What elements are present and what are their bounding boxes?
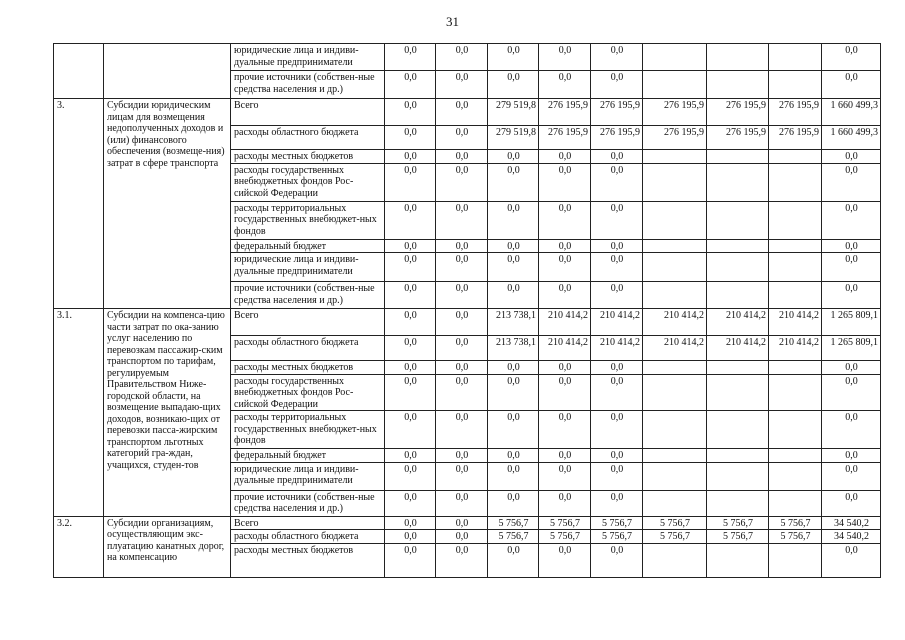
value-cell: [769, 163, 822, 201]
value-cell: 0,0: [822, 449, 881, 463]
value-cell: 0,0: [385, 201, 436, 239]
table-body: [54, 44, 881, 578]
value-cell: 0,0: [436, 150, 488, 164]
value-cell: 0,0: [488, 44, 539, 71]
value-cell: 210 414,2: [539, 336, 591, 361]
value-cell: 0,0: [385, 530, 436, 544]
value-cell: [643, 201, 707, 239]
value-cell: 0,0: [822, 361, 881, 375]
value-cell: [769, 253, 822, 282]
value-cell: 0,0: [488, 361, 539, 375]
value-cell: 0,0: [385, 361, 436, 375]
value-cell: 0,0: [436, 361, 488, 375]
value-cell: 0,0: [385, 449, 436, 463]
funding-source: расходы областного бюджета: [231, 530, 385, 544]
value-cell: 0,0: [385, 150, 436, 164]
item-number: [54, 44, 104, 99]
value-cell: 0,0: [539, 449, 591, 463]
value-cell: 0,0: [436, 462, 488, 490]
value-cell: 0,0: [539, 71, 591, 99]
value-cell: 0,0: [539, 163, 591, 201]
value-cell: 0,0: [539, 411, 591, 449]
value-cell: 5 756,7: [488, 516, 539, 530]
value-cell: 0,0: [436, 449, 488, 463]
value-cell: [769, 201, 822, 239]
value-cell: [769, 374, 822, 411]
value-cell: 0,0: [436, 239, 488, 253]
value-cell: 210 414,2: [707, 336, 769, 361]
funding-source: расходы территориальных государственных внебюджет-ных фондов: [231, 411, 385, 449]
item-number: 3.1.: [54, 309, 104, 517]
value-cell: 0,0: [539, 374, 591, 411]
value-cell: 210 414,2: [707, 309, 769, 336]
value-cell: [643, 490, 707, 516]
funding-source: федеральный бюджет: [231, 449, 385, 463]
value-cell: 0,0: [385, 282, 436, 309]
value-cell: 0,0: [488, 490, 539, 516]
value-cell: 0,0: [488, 282, 539, 309]
page-number: 31: [446, 14, 459, 29]
funding-source: расходы территориальных государственных внебюджет-ных фондов: [231, 201, 385, 239]
value-cell: 0,0: [436, 71, 488, 99]
value-cell: 276 195,9: [539, 99, 591, 126]
item-name: Субсидии на компенса-цию части затрат по ока-занию услуг населению по перевозкам пассажир-ским транспортом по тарифам, регулируемым Правительством Ниже-городской области, на возмещение выпадаю-щих доходов, возникаю-щих от перевозки пасса-жирским транспортом льготных категорий гра-ждан, учащихся, студен-тов: [104, 309, 231, 517]
value-cell: 0,0: [488, 462, 539, 490]
funding-source: прочие источники (собствен-ные средства населения и др.): [231, 490, 385, 516]
value-cell: 276 195,9: [591, 99, 643, 126]
value-cell: [707, 449, 769, 463]
funding-source: Всего: [231, 99, 385, 126]
value-cell: 5 756,7: [769, 530, 822, 544]
value-cell: [707, 71, 769, 99]
value-cell: 0,0: [539, 282, 591, 309]
value-cell: [643, 282, 707, 309]
value-cell: 0,0: [436, 374, 488, 411]
value-cell: 0,0: [488, 449, 539, 463]
value-cell: 0,0: [539, 201, 591, 239]
value-cell: [769, 282, 822, 309]
value-cell: 0,0: [488, 374, 539, 411]
value-cell: 210 414,2: [769, 309, 822, 336]
value-cell: 0,0: [385, 543, 436, 577]
value-cell: 0,0: [591, 150, 643, 164]
value-cell: 34 540,2: [822, 530, 881, 544]
funding-source: расходы государственных внебюджетных фондов Рос-сийской Федерации: [231, 163, 385, 201]
value-cell: 0,0: [539, 361, 591, 375]
value-cell: 0,0: [591, 462, 643, 490]
value-cell: 279 519,8: [488, 99, 539, 126]
value-cell: 0,0: [591, 201, 643, 239]
value-cell: 0,0: [385, 336, 436, 361]
value-cell: 0,0: [591, 239, 643, 253]
value-cell: 0,0: [539, 462, 591, 490]
table-row: [54, 309, 881, 336]
value-cell: 210 414,2: [591, 336, 643, 361]
value-cell: 0,0: [385, 44, 436, 71]
funding-source: юридические лица и индиви-дуальные предприниматели: [231, 44, 385, 71]
value-cell: [707, 282, 769, 309]
value-cell: 0,0: [436, 44, 488, 71]
value-cell: 0,0: [591, 490, 643, 516]
value-cell: 5 756,7: [539, 530, 591, 544]
value-cell: 0,0: [436, 99, 488, 126]
value-cell: 0,0: [822, 543, 881, 577]
value-cell: 0,0: [436, 163, 488, 201]
item-name: Субсидии организациям, осуществляющим экс-плуатацию канатных дорог, на компенсацию: [104, 516, 231, 577]
value-cell: 210 414,2: [769, 336, 822, 361]
value-cell: 0,0: [591, 44, 643, 71]
value-cell: 0,0: [539, 543, 591, 577]
value-cell: 279 519,8: [488, 126, 539, 150]
value-cell: 0,0: [385, 126, 436, 150]
value-cell: 0,0: [591, 253, 643, 282]
value-cell: 0,0: [822, 490, 881, 516]
funding-source: расходы местных бюджетов: [231, 361, 385, 375]
value-cell: 0,0: [539, 44, 591, 71]
value-cell: 0,0: [539, 490, 591, 516]
value-cell: 213 738,1: [488, 309, 539, 336]
funding-source: расходы местных бюджетов: [231, 150, 385, 164]
value-cell: [769, 543, 822, 577]
funding-source: расходы местных бюджетов: [231, 543, 385, 577]
value-cell: 0,0: [385, 516, 436, 530]
value-cell: [769, 239, 822, 253]
value-cell: 0,0: [385, 239, 436, 253]
value-cell: [643, 411, 707, 449]
value-cell: [643, 543, 707, 577]
budget-table: [53, 43, 881, 578]
funding-source: расходы областного бюджета: [231, 336, 385, 361]
value-cell: 0,0: [385, 490, 436, 516]
value-cell: 210 414,2: [539, 309, 591, 336]
value-cell: [769, 44, 822, 71]
funding-source: Всего: [231, 516, 385, 530]
funding-source: прочие источники (собствен-ные средства населения и др.): [231, 282, 385, 309]
item-name: Субсидии юридическим лицам для возмещения недополученных доходов и (или) финансового обеспечения (возмеще-ния) затрат в сфере транспорта: [104, 99, 231, 309]
value-cell: 0,0: [385, 71, 436, 99]
value-cell: 0,0: [591, 411, 643, 449]
value-cell: 5 756,7: [769, 516, 822, 530]
value-cell: 5 756,7: [488, 530, 539, 544]
value-cell: 0,0: [822, 44, 881, 71]
value-cell: 0,0: [591, 449, 643, 463]
value-cell: 0,0: [436, 530, 488, 544]
value-cell: 0,0: [539, 239, 591, 253]
funding-source: Всего: [231, 309, 385, 336]
value-cell: 0,0: [385, 163, 436, 201]
value-cell: 276 195,9: [539, 126, 591, 150]
item-number: 3.: [54, 99, 104, 309]
value-cell: 213 738,1: [488, 336, 539, 361]
funding-source: прочие источники (собствен-ные средства населения и др.): [231, 71, 385, 99]
value-cell: 0,0: [488, 163, 539, 201]
value-cell: [769, 449, 822, 463]
value-cell: 0,0: [385, 99, 436, 126]
value-cell: 0,0: [436, 201, 488, 239]
value-cell: 0,0: [539, 253, 591, 282]
value-cell: [643, 462, 707, 490]
value-cell: 276 195,9: [769, 99, 822, 126]
funding-source: юридические лица и индиви-дуальные предприниматели: [231, 253, 385, 282]
funding-source: расходы областного бюджета: [231, 126, 385, 150]
value-cell: [707, 374, 769, 411]
value-cell: [707, 163, 769, 201]
funding-source: федеральный бюджет: [231, 239, 385, 253]
value-cell: 5 756,7: [643, 516, 707, 530]
value-cell: 0,0: [591, 163, 643, 201]
value-cell: 0,0: [436, 253, 488, 282]
value-cell: 0,0: [488, 253, 539, 282]
value-cell: 0,0: [385, 309, 436, 336]
value-cell: 34 540,2: [822, 516, 881, 530]
value-cell: 276 195,9: [591, 126, 643, 150]
value-cell: [643, 449, 707, 463]
value-cell: [643, 71, 707, 99]
value-cell: 276 195,9: [707, 126, 769, 150]
value-cell: 1 660 499,3: [822, 126, 881, 150]
value-cell: 0,0: [822, 163, 881, 201]
value-cell: [643, 163, 707, 201]
value-cell: [707, 201, 769, 239]
value-cell: 0,0: [488, 411, 539, 449]
table-row: [54, 44, 881, 71]
value-cell: 210 414,2: [591, 309, 643, 336]
value-cell: 0,0: [539, 150, 591, 164]
value-cell: 5 756,7: [591, 530, 643, 544]
value-cell: 0,0: [822, 71, 881, 99]
value-cell: 0,0: [591, 543, 643, 577]
value-cell: [707, 239, 769, 253]
value-cell: [643, 253, 707, 282]
value-cell: 0,0: [385, 411, 436, 449]
value-cell: 0,0: [488, 71, 539, 99]
value-cell: 0,0: [591, 282, 643, 309]
table-row: [54, 516, 881, 530]
value-cell: [707, 462, 769, 490]
funding-source: юридические лица и индиви-дуальные предприниматели: [231, 462, 385, 490]
value-cell: 1 265 809,1: [822, 336, 881, 361]
value-cell: 276 195,9: [707, 99, 769, 126]
value-cell: 0,0: [436, 126, 488, 150]
value-cell: 0,0: [822, 282, 881, 309]
value-cell: [643, 361, 707, 375]
value-cell: 0,0: [436, 516, 488, 530]
item-number: 3.2.: [54, 516, 104, 577]
value-cell: 0,0: [591, 71, 643, 99]
value-cell: 276 195,9: [643, 99, 707, 126]
value-cell: [643, 44, 707, 71]
value-cell: 5 756,7: [591, 516, 643, 530]
value-cell: 0,0: [488, 201, 539, 239]
value-cell: 0,0: [822, 411, 881, 449]
value-cell: 0,0: [822, 201, 881, 239]
item-name: [104, 44, 231, 99]
value-cell: 0,0: [436, 543, 488, 577]
value-cell: [643, 374, 707, 411]
value-cell: 1 265 809,1: [822, 309, 881, 336]
value-cell: [769, 462, 822, 490]
value-cell: 0,0: [436, 336, 488, 361]
value-cell: 0,0: [385, 253, 436, 282]
value-cell: [643, 150, 707, 164]
value-cell: [707, 361, 769, 375]
value-cell: 0,0: [591, 374, 643, 411]
value-cell: 276 195,9: [769, 126, 822, 150]
value-cell: [769, 361, 822, 375]
value-cell: 0,0: [822, 462, 881, 490]
value-cell: [707, 411, 769, 449]
value-cell: 0,0: [822, 253, 881, 282]
value-cell: 5 756,7: [707, 516, 769, 530]
value-cell: 0,0: [822, 374, 881, 411]
value-cell: 0,0: [822, 239, 881, 253]
value-cell: 5 756,7: [707, 530, 769, 544]
value-cell: [707, 543, 769, 577]
value-cell: 0,0: [436, 282, 488, 309]
value-cell: [707, 253, 769, 282]
value-cell: 0,0: [488, 543, 539, 577]
value-cell: 0,0: [488, 150, 539, 164]
value-cell: [769, 490, 822, 516]
value-cell: 5 756,7: [539, 516, 591, 530]
funding-source: расходы государственных внебюджетных фондов Рос-сийской Федерации: [231, 374, 385, 411]
value-cell: 276 195,9: [643, 126, 707, 150]
value-cell: 210 414,2: [643, 309, 707, 336]
value-cell: [769, 150, 822, 164]
value-cell: [707, 44, 769, 71]
value-cell: [769, 411, 822, 449]
value-cell: [707, 490, 769, 516]
value-cell: [643, 239, 707, 253]
value-cell: 0,0: [591, 361, 643, 375]
value-cell: 0,0: [822, 150, 881, 164]
value-cell: [769, 71, 822, 99]
value-cell: 0,0: [436, 490, 488, 516]
value-cell: [707, 150, 769, 164]
value-cell: 210 414,2: [643, 336, 707, 361]
value-cell: 5 756,7: [643, 530, 707, 544]
table-row: [54, 99, 881, 126]
value-cell: 1 660 499,3: [822, 99, 881, 126]
value-cell: 0,0: [385, 462, 436, 490]
value-cell: 0,0: [488, 239, 539, 253]
value-cell: 0,0: [436, 309, 488, 336]
value-cell: 0,0: [385, 374, 436, 411]
value-cell: 0,0: [436, 411, 488, 449]
